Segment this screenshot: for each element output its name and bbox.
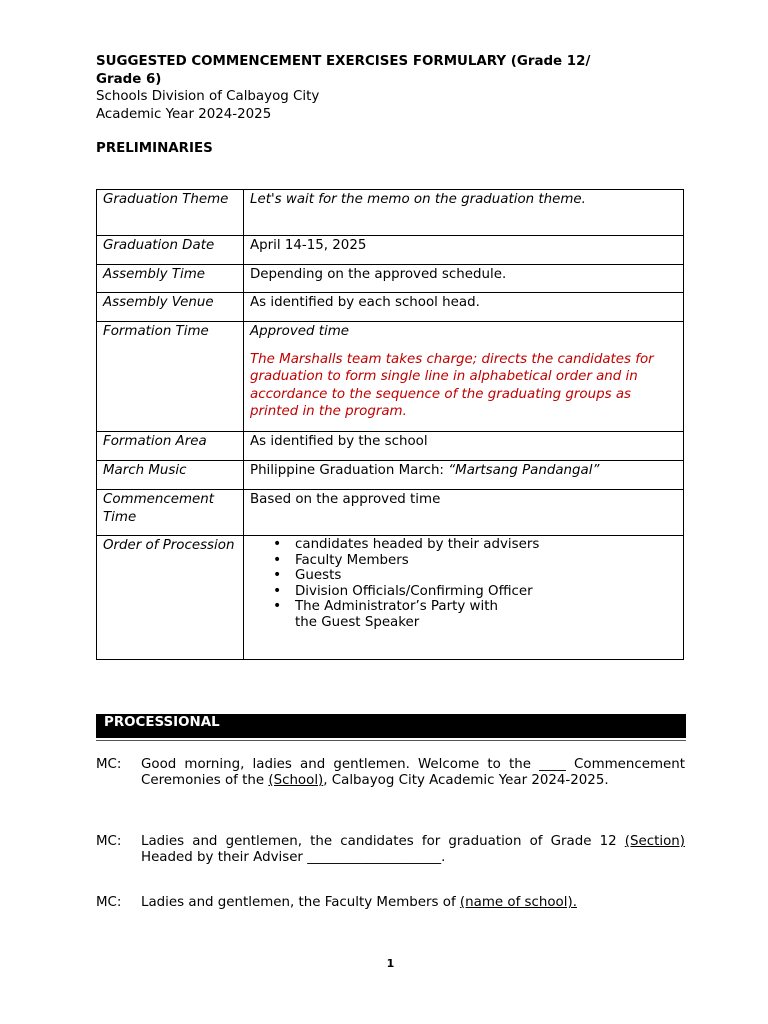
- march-title: “Martsang Pandangal”: [448, 463, 600, 478]
- row-label: March Music: [97, 461, 244, 490]
- row-label: Commencement Time: [97, 490, 244, 536]
- row-label: Assembly Venue: [97, 293, 244, 322]
- row-value: April 14-15, 2025: [244, 236, 684, 265]
- table-row: [97, 265, 684, 293]
- row-value: Approved time: [250, 324, 350, 339]
- list-item: • Division Officials/Confirming Officer: [295, 584, 677, 600]
- procession-cell: [244, 536, 684, 660]
- list-item: • Faculty Members: [295, 553, 677, 569]
- mc-entry: [96, 757, 685, 789]
- table-row: [97, 432, 684, 461]
- list-item-continuation: the Guest Speaker: [295, 614, 420, 630]
- row-value: Depending on the approved schedule.: [244, 265, 684, 293]
- mc-label: MC:: [96, 757, 122, 772]
- row-label: Graduation Date: [97, 236, 244, 265]
- placeholder-section: (Section): [624, 834, 685, 849]
- divider: [96, 740, 686, 741]
- mc-text: Ladies and gentlemen, the candidates for graduation of Grade 12 (Section) Headed by their Adviser ____________________.: [141, 834, 685, 865]
- table-row: [97, 293, 684, 322]
- preliminaries-table: [96, 189, 684, 660]
- placeholder-school: (School): [268, 773, 324, 788]
- list-item: • candidates headed by their advisers: [295, 537, 677, 553]
- division-name: Schools Division of Calbayog City: [96, 89, 320, 104]
- academic-year: Academic Year 2024-2025: [96, 106, 272, 122]
- preliminaries-heading: PRELIMINARIES: [96, 141, 213, 156]
- march-prefix: Philippine Graduation March:: [250, 463, 449, 478]
- formation-note: The Marshalls team takes charge; directs the candidates for graduation to form single line in alphabetical order and in accordance to the sequence of the graduating groups as printed in the program.: [250, 351, 654, 419]
- list-item: • The Administrator’s Party with the Guest Speaker: [295, 599, 677, 630]
- row-label: Formation Time: [97, 322, 244, 432]
- table-row: [97, 490, 684, 536]
- procession-list: [250, 537, 677, 630]
- document-title-line2: Grade 6): [96, 71, 162, 87]
- placeholder-school-name: (name of school).: [459, 895, 577, 910]
- row-label: Order of Procession: [97, 536, 244, 660]
- mc-label: MC:: [96, 834, 122, 849]
- row-value: Based on the approved time: [244, 490, 684, 536]
- row-label: Assembly Time: [97, 265, 244, 293]
- row-label: Formation Area: [97, 432, 244, 461]
- document-title-line1: SUGGESTED COMMENCEMENT EXERCISES FORMULARY (Grade 12/: [96, 54, 591, 69]
- row-value: Let's wait for the memo on the graduation theme.: [244, 190, 684, 236]
- table-row: [97, 461, 684, 490]
- table-row: [97, 536, 684, 660]
- header-block: [96, 53, 686, 123]
- row-value: As identified by each school head.: [244, 293, 684, 322]
- mc-entry: [96, 834, 685, 866]
- mc-text: Good morning, ladies and gentlemen. Welcome to the ____ Commencement Ceremonies of the (School), Calbayog City Academic Year 2024-2025.: [141, 757, 685, 788]
- processional-heading-bar: [96, 714, 686, 738]
- table-row: [97, 190, 684, 236]
- list-item: • Guests: [295, 568, 677, 584]
- table-row: [97, 322, 684, 432]
- row-value: As identified by the school: [244, 432, 684, 461]
- processional-heading: PROCESSIONAL: [104, 715, 220, 730]
- mc-text: Ladies and gentlemen, the Faculty Members of (name of school).: [141, 895, 577, 910]
- page-number: 1: [386, 957, 395, 970]
- mc-label: MC:: [96, 895, 122, 910]
- table-row: [97, 236, 684, 265]
- row-value-cell: [244, 322, 684, 432]
- row-value-cell: [244, 461, 684, 490]
- mc-entry: [96, 895, 685, 911]
- row-label: Graduation Theme: [97, 190, 244, 236]
